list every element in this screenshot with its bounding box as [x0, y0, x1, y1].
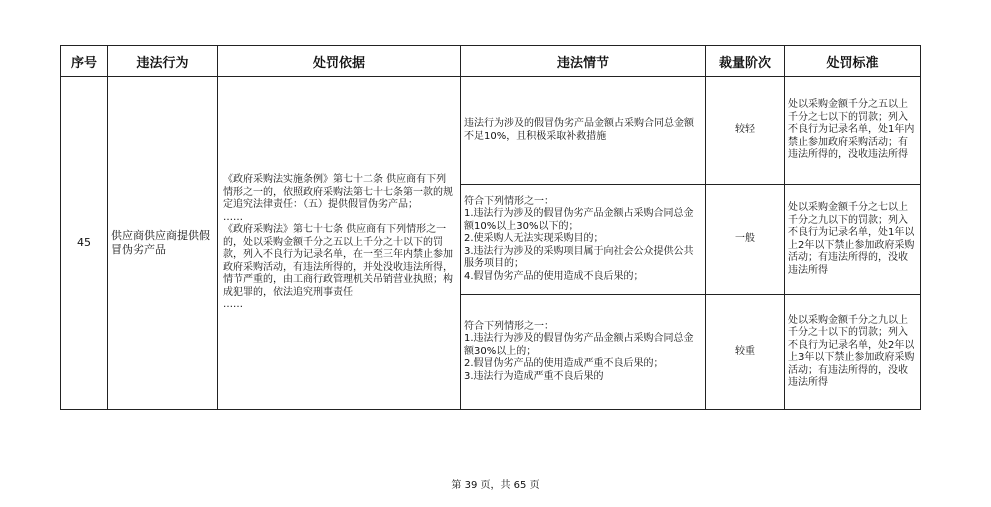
basis-ellipsis: ……	[223, 211, 243, 223]
basis-paragraph: 《政府采购法实施条例》第七十二条 供应商有下列情形之一的，依照政府采购法第七十七条第一款的规定追究法律责任：（五）提供假冒伪劣产品；	[223, 174, 453, 211]
page-number: 第 39 页，共 65 页	[451, 480, 540, 491]
circumstance-cell: 符合下列情形之一： 1.违法行为涉及的假冒伪劣产品金额占采购合同总金额10%以上30%以下的； 2.使采购人无法实现采购目的； 3.违法行为涉及的采购项目属于向社会公众提供公共服务项目的； 4.假冒伪劣产品的使用造成不良后果的；	[461, 185, 706, 295]
header-number: 序号	[61, 46, 108, 77]
circumstance-cell: 符合下列情形之一： 1.违法行为涉及的假冒伪劣产品金额占采购合同总金额30%以上的； 2.假冒伪劣产品的使用造成严重不良后果的； 3.违法行为造成严重不良后果的	[461, 295, 706, 410]
basis-paragraph: 《政府采购法》第七十七条 供应商有下列情形之一的，处以采购金额千分之五以上千分之十以下的罚款，列入不良行为记录名单，在一至三年内禁止参加政府采购活动，有违法所得的，并处没收违法所得，情节严重的，由工商行政管理机关吊销营业执照；构成犯罪的，依法追究刑事责任	[223, 224, 453, 298]
standard-cell: 处以采购金额千分之七以上千分之九以下的罚款；列入不良行为记录名单，处1年以上2年以下禁止参加政府采购活动；有违法所得的，没收违法所得	[785, 185, 921, 295]
basis-ellipsis: ……	[223, 299, 243, 311]
row-number: 45	[61, 77, 108, 410]
header-basis: 处罚依据	[218, 46, 461, 77]
header-violation: 违法行为	[108, 46, 218, 77]
degree-cell: 较轻	[706, 77, 785, 185]
header-standard: 处罚标准	[785, 46, 921, 77]
penalty-table	[60, 45, 921, 410]
degree-cell: 一般	[706, 185, 785, 295]
basis-cell	[218, 77, 461, 410]
violation-cell: 供应商供应商提供假冒伪劣产品	[108, 77, 218, 410]
header-degree: 裁量阶次	[706, 46, 785, 77]
standard-cell: 处以采购金额千分之五以上千分之七以下的罚款；列入不良行为记录名单，处1年内禁止参加政府采购活动；有违法所得的，没收违法所得	[785, 77, 921, 185]
degree-cell: 较重	[706, 295, 785, 410]
header-row	[61, 46, 921, 77]
standard-cell: 处以采购金额千分之九以上千分之十以下的罚款；列入不良行为记录名单，处2年以上3年以下禁止参加政府采购活动；有违法所得的，没收违法所得	[785, 295, 921, 410]
table-row	[61, 77, 921, 185]
header-circumstance: 违法情节	[461, 46, 706, 77]
circumstance-cell: 违法行为涉及的假冒伪劣产品金额占采购合同总金额不足10%，且积极采取补救措施	[461, 77, 706, 185]
